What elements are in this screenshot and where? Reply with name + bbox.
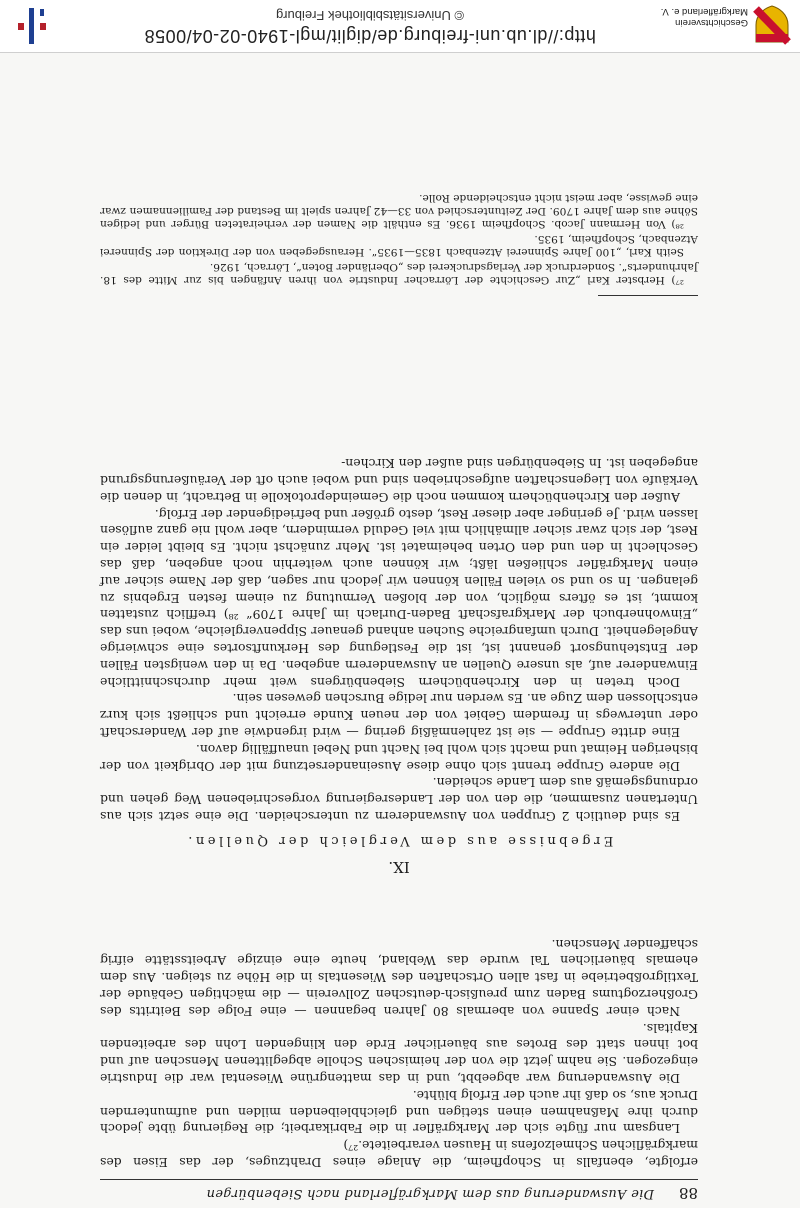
university-library-logo-icon[interactable] [14,6,50,46]
paragraph: Nach einer Spanne von abermals 80 Jahren begannen — eine Folge des Beitritts des Großherzogtums Baden zum preußisch-deutschen Zollverein — die mächtigen Gebäude der Textilgroßbetriebe in fast allen Ortschaften des Wiesentals in die Höhe zu steigen. Aus dem ehemals bäuerlichen Tal wurde das Webland, heute eine einzige Arbeitsstätte eifrig schaffender Menschen. [100,936,698,1019]
running-head-title: Die Auswanderung aus dem Markgräflerland nach Siebenbürgen [206,1186,654,1201]
section-title: Ergebnisse aus dem Vergleich der Quellen. [184,833,614,848]
copyright-notice: © Universitätsbibliothek Freiburg [275,8,465,23]
paragraph: Doch treten in den Kirchenbüchern Siebenbürgens weit mehr durchschnittliche Einwanderer auf, als unsere Quellen an Auswanderern angeben. Da in den wenigsten Fällen der Entstehungsort genannt ist, ist die Festlegung des Herkunftsortes eine schwierige Angelegenheit. Durch umfangreiche Suchen anhand genauer Sippenvergleiche, wobei uns das „Einwohnerbuch der Markgrafschaft Baden-Durlach im Jahre 1709“ ²⁸) trefflich zustatten kommt, ist es öfters möglich, von der bloßen Vermutung zu einem festen Ergebnis zu gelangen. In so und so vielen Fällen können wir jedoch nur sagen, daß der Name sicher auf einen Markgräfler schließen läßt; wir können auch weiterhin noch angeben, daß das Geschlecht in den und den Orten beheimatet ist. Mehr zunächst nicht. Es bleibt leider ein Rest, der sich zwar sicher allmählich mit viel Geduld vermindern, aber wohl nie ganz auflösen lassen wird. Je geringer aber dieser Rest, desto größer und befriedigender der Erfolg. [100,506,698,690]
society-coat-of-arms-icon[interactable] [752,5,792,45]
body-text-upper [100,935,698,1170]
footnote: Seith Karl, „100 Jahre Spinnerei Atzenbach 1835—1935“. Herausgegeben von der Direktion der Spinnerei Atzenbach, Schopfheim, 1935. [100,232,698,259]
paragraph: Die Auswanderung war abgeebbt, und in das mattengrüne Wiesental war die Industrie eingezogen. Sie nahm jetzt die von der heimischen Scholle abgeglittenen Menschen auf und bot ihnen statt des Brotes aus bäuerlicher Erde den klingenden Lohn des arbeitenden Kapitals. [100,1020,698,1087]
section-number: IX. [388,858,410,876]
society-name: Geschichtsverein Markgräflerland e. V. [660,6,748,28]
source-url-link[interactable]: http://dl.ub.uni-freiburg.de/diglit/mgl-1940-02-04/0058 [144,26,596,46]
paragraph: Es sind deutlich 2 Gruppen von Auswanderern zu unterscheiden. Die eine setzt sich aus Untertanen zusammen, die den von der Landesregierung vorgeschriebenen Weg gehen und ordnungsgemäß aus dem Lande scheiden. [100,775,698,824]
footnotes [100,189,698,286]
footnote: ²⁷) Herbster Karl „Zur Geschichte der Lörracher Industrie von ihren Anfängen bis zur Mitte des 18. Jahrhunderts“. Sonderdruck der Verlagsdruckerei des „Oberländer Boten“, Lörrach, 1926. [100,260,698,286]
viewer-source-info [90,8,650,46]
paragraph: Außer den Kirchenbüchern kommen noch die Gemeindeprotokolle in Betracht, in denen die Verkäufe von Liegenschaften aufgeschrieben sind und wobei auch oft der Veräußerungsgrund angegeben ist. In Siebenbürgen sind außer den Kirchen- [100,456,698,505]
footnote-rule [598,295,698,296]
paragraph: Die andere Gruppe trennt sich ohne diese Auseinandersetzung mit der Obrigkeit von der bisherigen Heimat und macht sich wohl bei Nacht und Nebel unauffällig davon. [100,741,698,774]
viewer-footer [0,0,800,53]
paragraph: Eine dritte Gruppe — sie ist zahlenmäßig gering — wird irgendwie auf der Wanderschaft oder unterwegs in fremdem Gebiet von der neuen Kunde erreicht und schließt sich kurz entschlossen dem Zuge an. Es werden nur ledige Burschen gewesen sein. [100,691,698,741]
body-text-lower [100,454,698,824]
running-head [100,1179,698,1208]
paragraph: Langsam nur fügte sich der Markgräfler in die Fabrikarbeit; die Regierung übte jedoch durch ihre Maßnahmen einen stetigen und gleichbleibenden milden und aufmunternden Druck aus, so daß ihr auch der Erfolg blühte. [100,1087,698,1137]
footnote: ²⁸) Von Hermann Jacob. Schopfheim 1936. Es enthält die Namen der verheirateten Bürger und ledigen Söhne aus dem Jahre 1709. Der Zeitunterschied von 33—42 Jahren spielt im Bestand der Familiennamen zwar eine gewisse, aber meist nicht entscheidende Rolle. [100,191,698,231]
page-number: 88 [678,1184,698,1202]
paragraph: erfolgte, ebenfalls in Schopfheim, die Anlage eines Drahtzuges, der das Eisen des markgräflichen Schmelzofens in Hausen verarbeitete.²⁷) [100,1138,698,1170]
